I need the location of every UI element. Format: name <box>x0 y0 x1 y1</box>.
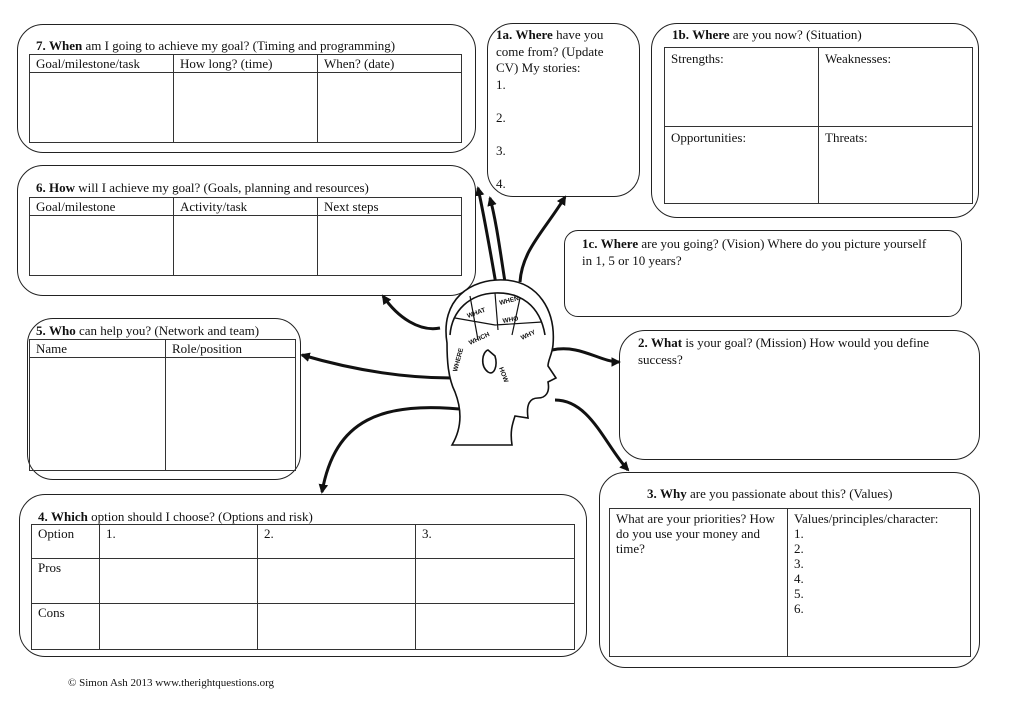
section-which-title: 4. Which option should I choose? (Options and risk) <box>38 509 313 524</box>
option-1-cell[interactable]: 1. <box>100 525 258 559</box>
section-where-from-title: 1a. Where have you come from? (Update CV) My stories: <box>496 27 604 75</box>
copyright-footer: © Simon Ash 2013 www.therightquestions.org <box>68 677 275 689</box>
section-where-going-title: 1c. Where are you going? (Vision) Where do you picture yourself in 1, 5 or 10 years? <box>582 236 927 268</box>
values-title: Values/principles/character: <box>794 511 939 526</box>
head-word: HOW <box>497 366 510 384</box>
head-word: WHICH <box>467 331 491 347</box>
head-word: WHY <box>519 329 537 342</box>
list-item: 4. <box>794 571 804 586</box>
column-header: Activity/task <box>174 198 318 216</box>
section-who-title: 5. Who can help you? (Network and team) <box>36 323 260 338</box>
column-header: When? (date) <box>318 55 462 73</box>
weaknesses-cell[interactable]: Weaknesses: <box>819 48 973 127</box>
section-how-title: 6. How will I achieve my goal? (Goals, planning and resources) <box>36 180 369 195</box>
opportunities-cell[interactable]: Opportunities: <box>665 127 819 204</box>
option-2-cell[interactable]: 2. <box>258 525 416 559</box>
row-header-option: Option <box>32 525 100 559</box>
section-where-now-title: 1b. Where are you now? (Situation) <box>672 27 862 42</box>
head-word: WHERE <box>452 347 466 373</box>
row-header-cons: Cons <box>32 604 100 650</box>
list-item: 5. <box>794 586 804 601</box>
column-header: Next steps <box>318 198 462 216</box>
arrow-to-what <box>552 349 619 362</box>
list-item: 1. <box>496 77 506 92</box>
column-header: Goal/milestone/task <box>30 55 174 73</box>
arrow-to-where-now <box>520 197 565 282</box>
priorities-question: What are your priorities? How do you use your money and time? <box>616 511 775 556</box>
list-item: 4. <box>496 176 506 191</box>
list-item: 2. <box>794 541 804 556</box>
threats-cell[interactable]: Threats: <box>819 127 973 204</box>
arrow-to-how <box>383 296 440 329</box>
head-word: WHAT <box>466 306 487 320</box>
column-header: Goal/milestone <box>30 198 174 216</box>
section-why-title: 3. Why are you passionate about this? (Values) <box>647 486 893 501</box>
list-item: 3. <box>496 143 506 158</box>
arrow-to-when <box>478 188 497 290</box>
section-when-title: 7. When am I going to achieve my goal? (Timing and programming) <box>36 38 396 53</box>
arrow-to-why <box>555 400 628 470</box>
option-3-cell[interactable]: 3. <box>416 525 575 559</box>
column-header: Role/position <box>166 340 296 358</box>
list-item: 3. <box>794 556 804 571</box>
head-word: WHEN <box>498 295 520 307</box>
list-item: 2. <box>496 110 506 125</box>
strengths-cell[interactable]: Strengths: <box>665 48 819 127</box>
column-header: Name <box>30 340 166 358</box>
section-what-title: 2. What is your goal? (Mission) How would you define success? <box>638 335 930 367</box>
arrow-to-which <box>322 408 470 492</box>
arrow-to-who <box>302 355 452 378</box>
list-item: 1. <box>794 526 804 541</box>
list-item: 6. <box>794 601 804 616</box>
column-header: How long? (time) <box>174 55 318 73</box>
head-word: WHO <box>502 315 519 325</box>
row-header-pros: Pros <box>32 559 100 604</box>
